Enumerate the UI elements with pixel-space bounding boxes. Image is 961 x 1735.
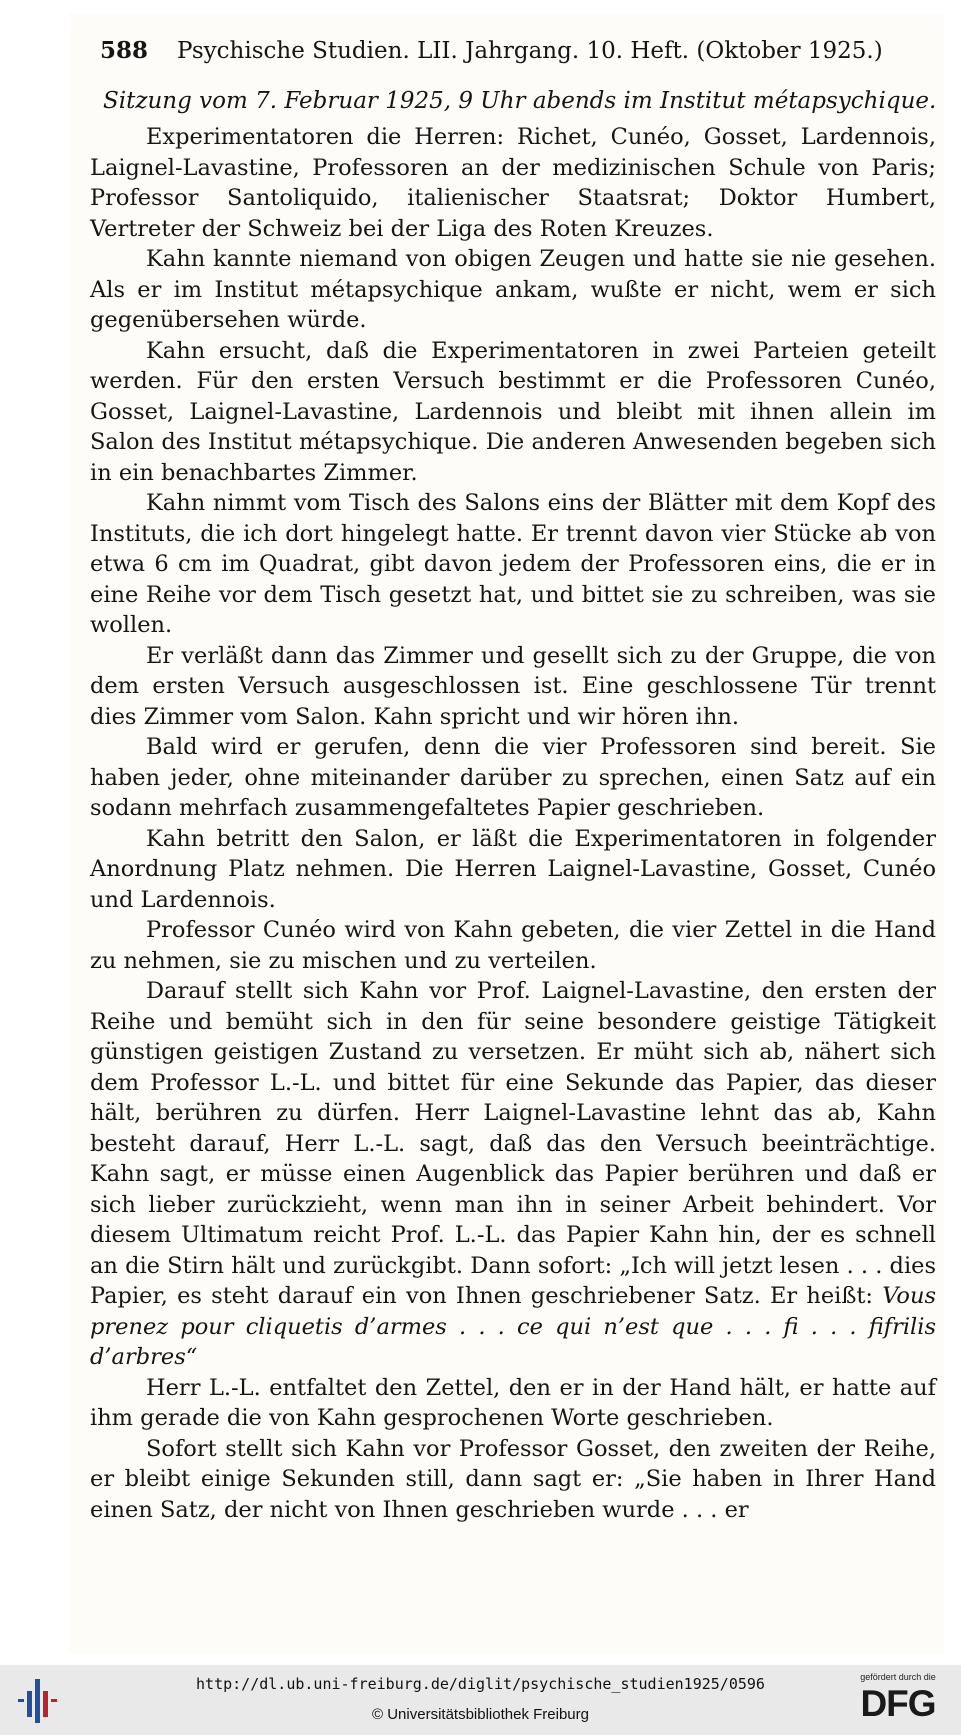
page-header xyxy=(100,28,920,74)
paragraph-text: Darauf stellt sich Kahn vor Prof. Laignel-Lavastine, den ersten der Reihe und bemüht sich in den für seine besondere geistige Tätigkeit günstigen geistigen Zustand zu versetzen. Er müht sich ab, nähert sich dem Professor L.-L. und bittet für eine Sekunde das Papier, das dieser hält, berühren zu dürfen. Herr Laignel-Lavastine lehnt das ab, Kahn besteht darauf, Herr L.-L. sagt, daß das den Versuch beeinträchtige. Kahn sagt, er müsse einen Augenblick das Papier berühren und daß er sich lieber zurückzieht, wenn man ihn in seiner Arbeit behindert. Vor diesem Ultimatum reicht Prof. L.-L. das Papier Kahn hin, der es schnell an die Stirn hält und zurückgibt. Dann sofort: „Ich will jetzt lesen . . . dies Papier, es steht darauf ein von Ihnen geschriebener Satz. Er heißt: xyxy=(90,978,936,1309)
paragraph: Experimentatoren die Herren: Richet, Cunéo, Gosset, Lardennois, Laignel-Lavastine, Professoren an der medizinischen Schule von Paris; Professor Santoliquido, italienischer Staatsrat; Doktor Humbert, Vertreter der Schweiz bei der Liga des Roten Kreuzes. xyxy=(90,124,936,242)
paragraph: Kahn kannte niemand von obigen Zeugen und hatte sie nie gesehen. Als er im Institut métapsychique ankam, wußte er nicht, wem er sich gegenübersehen würde. xyxy=(90,246,936,333)
paragraph: Professor Cunéo wird von Kahn gebeten, die vier Zettel in die Hand zu nehmen, sie zu mischen und zu verteilen. xyxy=(90,917,936,974)
running-head: Psychische Studien. LII. Jahrgang. 10. Heft. (Oktober 1925.) xyxy=(177,38,883,64)
page-number: 588 xyxy=(100,37,149,64)
paragraph: Kahn nimmt vom Tisch des Salons eins der Blätter mit dem Kopf des Instituts, die ich dort hingelegt hatte. Er trennt davon vier Stücke ab von etwa 6 cm im Quadrat, gibt davon jedem der Professoren eins, die er in eine Reihe vor dem Tisch gesetzt hat, und bittet sie zu schreiben, was sie wollen. xyxy=(90,490,936,638)
dfg-logo: DFG xyxy=(860,1683,936,1724)
paragraph xyxy=(90,976,936,1373)
permalink-url[interactable]: http://dl.ub.uni-freiburg.de/diglit/psychische_studien1925/0596 xyxy=(196,1675,765,1693)
paragraph: Herr L.-L. entfaltet den Zettel, den er in der Hand hält, er hatte auf ihm gerade die von Kahn gesprochenen Worte geschrieben. xyxy=(90,1374,936,1431)
paragraph: Er verläßt dann das Zimmer und gesellt sich zu der Gruppe, die von dem ersten Versuch ausgeschlossen ist. Eine geschlossene Tür trennt dies Zimmer vom Salon. Kahn spricht und wir hören ihn. xyxy=(90,642,936,730)
french-quote: Vous prenez pour cliquetis d’armes . . . ce qui n’est que . . . fi . . . fifrilis d’arbres“ xyxy=(90,1283,936,1370)
paragraph: Sofort stellt sich Kahn vor Professor Gosset, den zweiten der Reihe, er bleibt einige Sekunden still, dann sagt er: „Sie haben in Ihrer Hand einen Satz, der nicht von Ihnen geschrieben wurde . . . er xyxy=(90,1435,936,1523)
paragraph: Bald wird er gerufen, denn die vier Professoren sind bereit. Sie haben jeder, ohne miteinander darüber zu sprechen, einen Satz auf ein sodann mehrfach zusammengefaltetes Papier geschrieben. xyxy=(90,734,936,821)
paragraph: Kahn ersucht, daß die Experimentatoren in zwei Parteien geteilt werden. Für den ersten Versuch bestimmt er die Professoren Cunéo, Gosset, Laignel-Lavastine, Lardennois und bleibt mit ihnen allein im Salon des Institut métapsychique. Die anderen Anwesenden begeben sich in ein benachbartes Zimmer. xyxy=(90,337,936,486)
viewer-footer xyxy=(0,1665,961,1735)
body-text xyxy=(90,122,936,1525)
session-heading: Sitzung vom 7. Februar 1925, 9 Uhr abends im Institut métapsychique. xyxy=(103,88,937,114)
funder-badge xyxy=(845,1671,951,1731)
paragraph: Kahn betritt den Salon, er läßt die Experimentatoren in folgender Anordnung Platz nehmen. Die Herren Laignel-Lavastine, Gosset, Cunéo und Lardennois. xyxy=(90,825,936,913)
funding-note: gefördert durch die xyxy=(860,1672,936,1682)
copyright-notice: © Universitätsbibliothek Freiburg xyxy=(372,1706,589,1723)
